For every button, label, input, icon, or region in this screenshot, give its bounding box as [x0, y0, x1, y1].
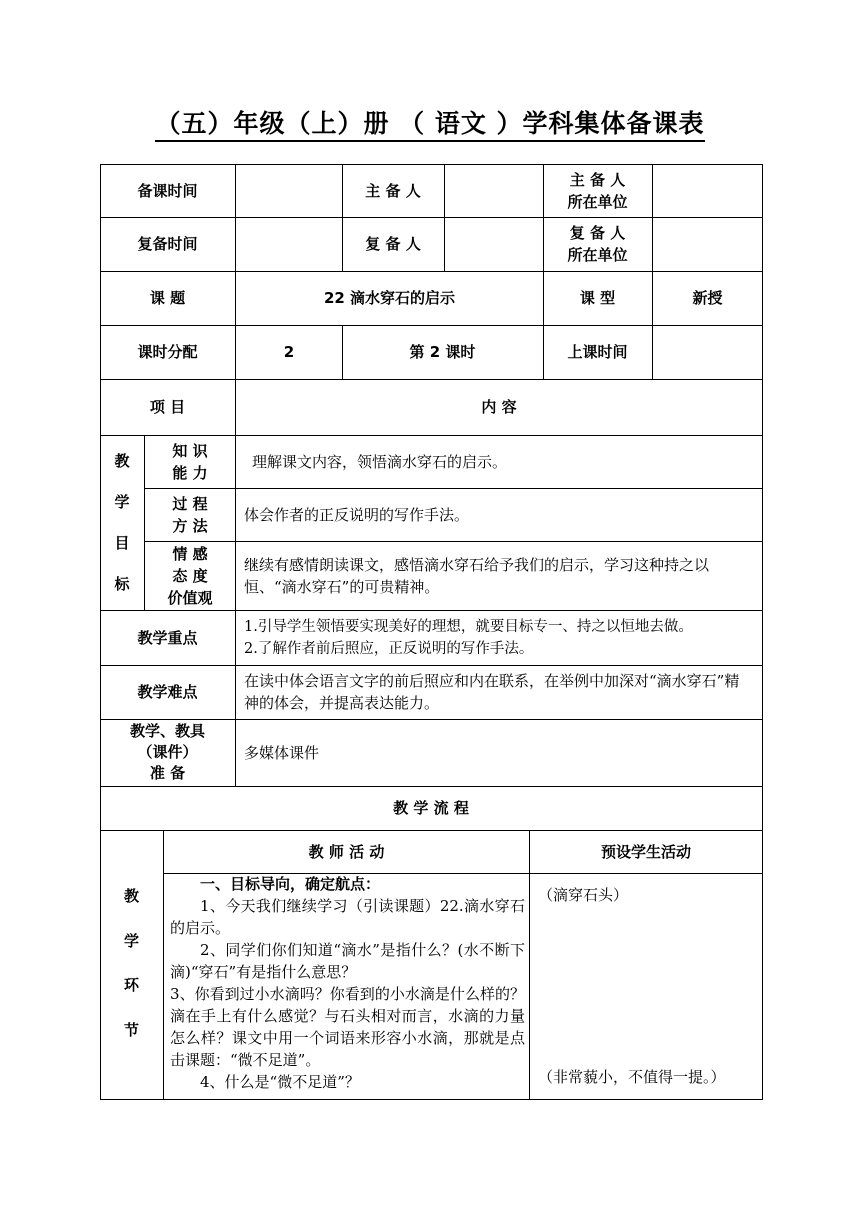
topic-label: 课 题: [149, 289, 186, 307]
teacher-line: 2、同学们你们知道“滴水”是指什么？(水不断下滴)“穿石”有是指什么意思？: [170, 941, 525, 981]
prep-time-value[interactable]: [236, 164, 342, 217]
process-value: 体会作者的正反说明的写作手法。: [244, 505, 470, 524]
objectives-group-label: 教 学 目 标: [114, 452, 130, 593]
difficult-label: 教学难点: [137, 683, 198, 701]
type-label: 课 型: [579, 289, 616, 307]
flow-section-label: 教 学 环 节: [123, 887, 139, 1039]
review-time-label: 复备时间: [137, 235, 198, 253]
difficult-value: 在读中体会语言文字的前后照应和内在联系，在举例中加深对“滴水穿石”精神的体会，并提高表达能力。: [244, 672, 740, 712]
flow-header: 教 学 流 程: [393, 799, 469, 817]
type-value: 新授: [692, 289, 723, 307]
prep-time-label: 备课时间: [137, 181, 198, 200]
teacher-line: 一、目标导向，确定航点：: [200, 875, 381, 893]
key-label: 教学重点: [137, 628, 198, 647]
topic-value: 22 滴水穿石的启示: [323, 289, 456, 307]
knowledge-label: 知 识 能 力: [172, 441, 208, 482]
content-label: 内 容: [481, 398, 517, 416]
review-time-value[interactable]: [236, 217, 342, 271]
student-activity: （滴穿石头）: [538, 886, 629, 904]
student-activity: （非常藐小，不值得一提。）: [538, 1068, 726, 1086]
tools-value: 多媒体课件: [244, 743, 320, 762]
hours-value: 2: [283, 343, 295, 361]
item-label: 项 目: [149, 398, 186, 416]
hours-label: 课时分配: [137, 343, 198, 361]
page-title: （五）年级（上）册 （ 语文 ）学科集体备课表: [0, 104, 860, 140]
knowledge-value: 理解课文内容，领悟滴水穿石的启示。: [252, 452, 508, 471]
student-header: 预设学生活动: [600, 842, 691, 861]
reviewer-label: 复 备 人: [365, 235, 421, 253]
teacher-line: 1、今天我们继续学习（引读课题）22.滴水穿石的启示。: [170, 897, 525, 937]
teacher-line: 3、你看到过小水滴吗？你看到的小水滴是什么样的？滴在手上有什么感觉？与石头相对而言，水滴的力量怎么样？课文中用一个词语来形容小水滴，那就是点击课题：“微不足道”。: [170, 985, 525, 1069]
main-preparer-label: 主 备 人: [365, 181, 421, 200]
class-time-label: 上课时间: [567, 343, 628, 361]
key-value: 1.引导学生领悟要实现美好的理想，就要目标专一、持之以恒地去做。 2.了解作者前后照应，正反说明的写作手法。: [244, 618, 693, 657]
class-time-value[interactable]: [653, 325, 762, 379]
main-unit-label: 主 备 人 所在单位: [567, 170, 628, 211]
emotion-label: 情 感 态 度 价值观: [167, 544, 213, 607]
process-label: 过 程 方 法: [172, 494, 208, 535]
tools-label: 教学、教具 （课件） 准 备: [129, 722, 205, 782]
teacher-header: 教 师 活 动: [308, 842, 385, 861]
main-unit-value[interactable]: [653, 164, 762, 217]
review-unit-value[interactable]: [653, 217, 762, 271]
emotion-value: 继续有感情朗读课文，感悟滴水穿石给予我们的启示，学习这种持之以恒、“滴水穿石”的可贵精神。: [244, 555, 710, 596]
period-value: 第 2 课时: [409, 343, 476, 361]
main-preparer-value[interactable]: [445, 164, 543, 217]
reviewer-value[interactable]: [445, 217, 543, 271]
teacher-line: 4、什么是“微不足道”？: [200, 1073, 360, 1091]
review-unit-label: 复 备 人 所在单位: [567, 224, 628, 264]
teacher-activities: [170, 873, 525, 1093]
